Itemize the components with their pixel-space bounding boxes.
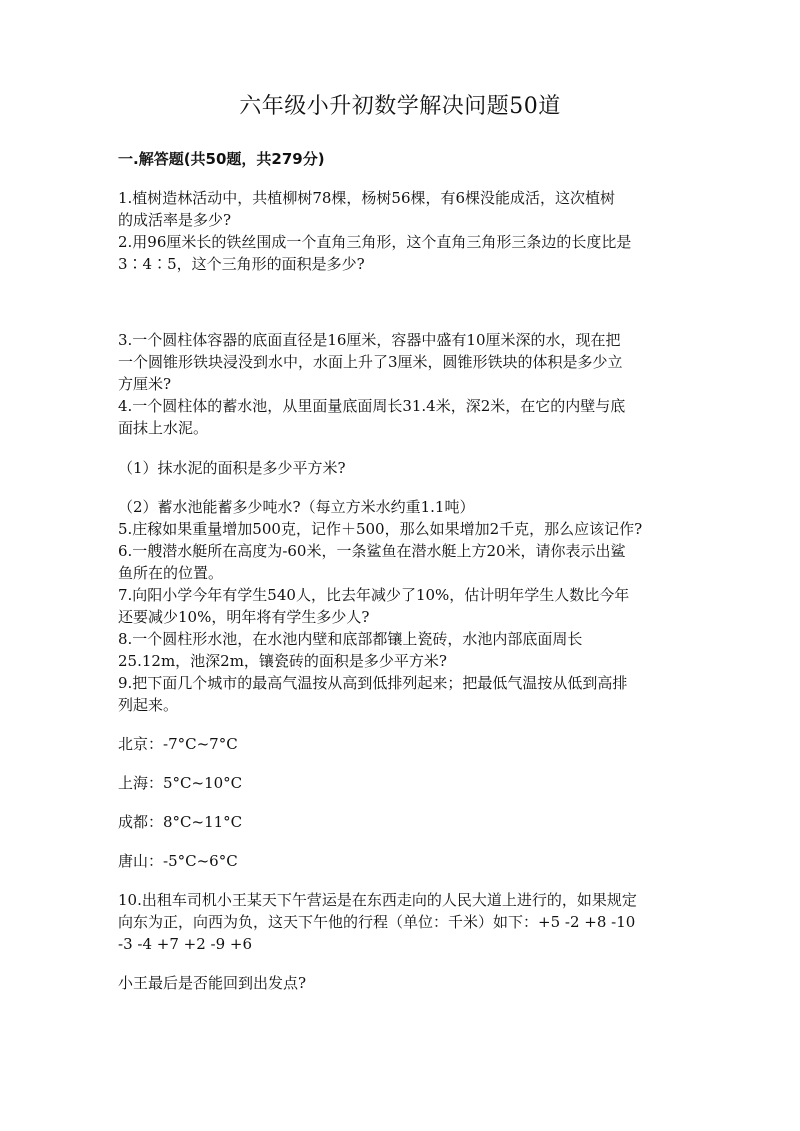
question-8-line-1: 8.一个圆柱形水池，在水池内壁和底部都镶上瓷砖，水池内部底面周长 [118,630,583,648]
question-1-line-2: 的成活率是多少? [118,211,232,229]
question-4-line-1: 4.一个圆柱体的蓄水池，从里面量底面周长31.4米，深2米，在它的内壁与底 [118,397,626,415]
question-6-line-1: 6.一艘潜水艇所在高度为-60米，一条鲨鱼在潜水艇上方20米，请你表示出鲨 [118,542,626,560]
question-3-line-1: 3.一个圆柱体容器的底面直径是16厘米，容器中盛有10厘米深的水，现在把 [118,331,621,349]
question-2-line-1: 2.用96厘米长的铁丝围成一个直角三角形，这个直角三角形三条边的长度比是 [118,233,632,251]
question-10-line-2: 向东为正，向西为负，这天下午他的行程（单位：千米）如下：+5 -2 +8 -10 [118,913,636,931]
question-2-line-2: 3∶4∶5，这个三角形的面积是多少? [118,255,365,273]
question-10-line-1: 10.出租车司机小王某天下午营运是在东西走向的人民大道上进行的，如果规定 [118,891,637,909]
question-4-subquestion-1: （1）抹水泥的面积是多少平方米? [118,459,346,477]
question-9-line-2: 列起来。 [118,696,179,714]
question-4-line-2: 面抹上水泥。 [118,419,209,437]
city-temperature-chengdu: 成都：8°C~11°C [118,813,243,831]
question-3-line-3: 方厘米? [118,375,172,393]
question-6-line-2: 鱼所在的位置。 [118,564,224,582]
question-7-line-1: 7.向阳小学今年有学生540人，比去年减少了10%，估计明年学生人数比今年 [118,586,630,604]
city-temperature-beijing: 北京：-7°C~7°C [118,735,238,753]
question-9-line-1: 9.把下面几个城市的最高气温按从高到低排列起来；把最低气温按从低到高排 [118,674,628,692]
question-10-line-3: -3 -4 +7 +2 -9 +6 [118,935,253,953]
page-title: 六年级小升初数学解决问题50道 [239,94,561,119]
question-8-line-2: 25.12m，池深2m，镶瓷砖的面积是多少平方米? [118,652,447,670]
section-heading: 一.解答题(共50题，共279分) [118,150,325,168]
question-3-line-2: 一个圆锥形铁块浸没到水中，水面上升了3厘米，圆锥形铁块的体积是多少立 [118,353,623,371]
question-4-subquestion-2: （2）蓄水池能蓄多少吨水?（每立方米水约重1.1吨） [118,498,475,516]
city-temperature-tangshan: 唐山：-5°C~6°C [118,852,238,870]
question-5-line-1: 5.庄稼如果重量增加500克，记作＋500，那么如果增加2千克，那么应该记作? [118,520,643,538]
question-10-prompt: 小王最后是否能回到出发点? [118,974,307,992]
question-1-line-1: 1.植树造林活动中，共植柳树78棵，杨树56棵，有6棵没能成活，这次植树 [118,189,616,207]
question-7-line-2: 还要减少10%，明年将有学生多少人? [118,608,370,626]
city-temperature-shanghai: 上海：5°C~10°C [118,774,243,792]
